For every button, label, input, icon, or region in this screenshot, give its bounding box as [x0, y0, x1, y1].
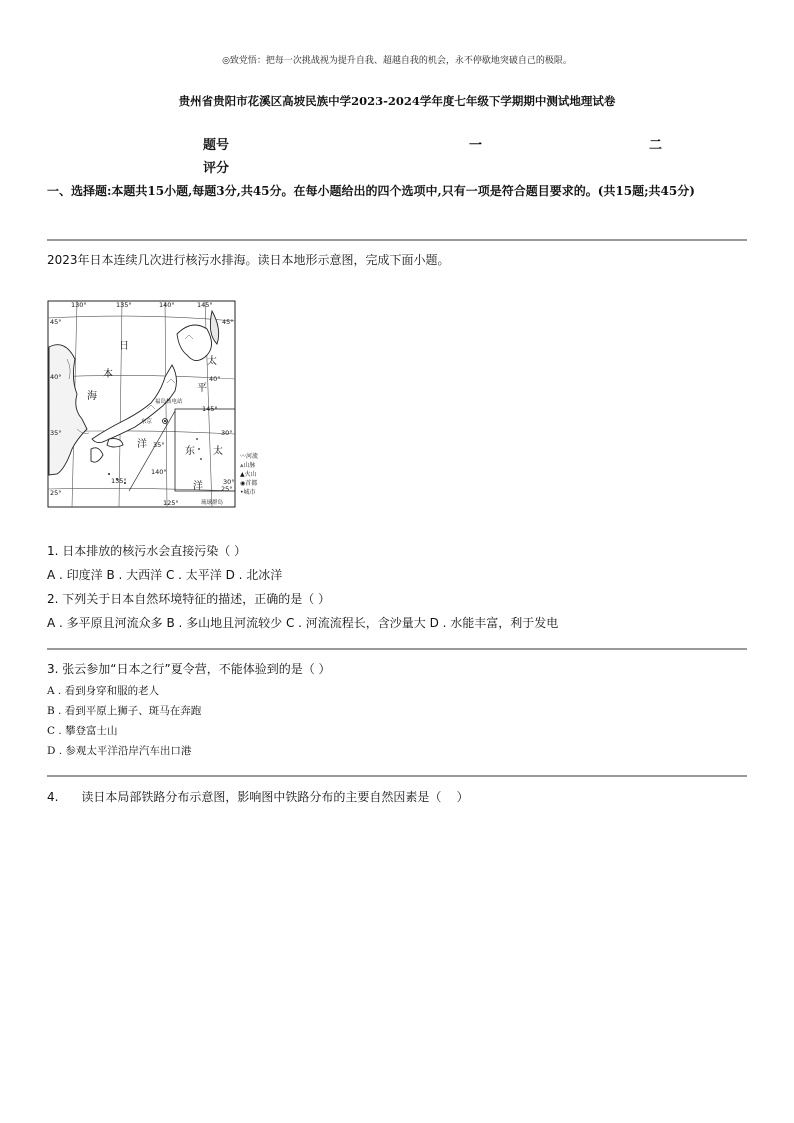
- map-lon-label: 140°: [159, 301, 175, 309]
- map-legend: [240, 452, 258, 497]
- question-3-stem: 3. 张云参加“日本之行”夏令营，不能体验到的是（ ）: [47, 662, 331, 676]
- map-lat-label: 30°: [221, 429, 233, 437]
- map-sea-label: 本: [103, 369, 113, 380]
- map-lat-label: 35°: [50, 429, 62, 437]
- exam-title: 贵州省贵阳市花溪区高坡民族中学2023-2024学年度七年级下学期期中测试地理试卷: [178, 94, 616, 108]
- question-1-stem: 1. 日本排放的核污水会直接污染（ ）: [47, 544, 247, 558]
- map-lat-label: 35°: [153, 441, 165, 449]
- map-place-label: 东京: [141, 419, 153, 425]
- score-table-row2-label: 评分: [203, 161, 230, 176]
- map-sea-label: 洋: [193, 481, 203, 492]
- map-lat-label: 40°: [209, 375, 221, 383]
- legend-item: 城市: [243, 489, 256, 496]
- capital-icon: ◉: [240, 480, 246, 487]
- city-icon: •: [240, 489, 244, 496]
- japan-terrain-map: [47, 299, 237, 508]
- question-4-stem: 4. 读日本局部铁路分布示意图，影响图中铁路分布的主要自然因素是（ ）: [47, 790, 469, 804]
- score-table-row1-label: 题号: [203, 138, 230, 153]
- divider: [47, 239, 747, 241]
- legend-item: 首都: [245, 480, 258, 487]
- map-lon-label: 145°: [202, 405, 218, 413]
- score-table-col1: 一: [469, 138, 483, 153]
- map-lat-label: 40°: [50, 373, 62, 381]
- question-2-stem: 2. 下列关于日本自然环境特征的描述，正确的是（ ）: [47, 592, 331, 606]
- map-place-label: 琉球群岛: [201, 500, 224, 506]
- map-lat-label: 45°: [50, 318, 62, 326]
- map-sea-label: 洋: [137, 439, 147, 450]
- volcano-icon: ▲: [240, 471, 245, 478]
- map-sea-label: 东: [185, 446, 195, 457]
- map-lat-label: 45°: [222, 318, 234, 326]
- map-sea-label: 平: [197, 383, 207, 394]
- section-header: 一、选择题:本题共15小题,每题3分,共45分。在每小题给出的四个选项中,只有一项是符合题目要求的。(共15题;共45分): [47, 184, 695, 198]
- map-sea-label: 海: [87, 391, 97, 402]
- map-lat-label: 30°: [223, 478, 235, 486]
- question-3-option-c: C . 攀登富士山: [47, 725, 118, 737]
- score-table-col2: 二: [649, 138, 663, 153]
- map-lon-label: 145°: [197, 301, 213, 309]
- map-lon-label: 130°: [71, 301, 87, 309]
- question-3-option-b: B . 看到平原上狮子、斑马在奔跑: [47, 705, 202, 717]
- question-1-options: A . 印度洋 B . 大西洋 C . 太平洋 D . 北冰洋: [47, 568, 283, 582]
- map-sea-label: 太: [213, 446, 223, 457]
- map-sea-label: 太: [207, 356, 217, 367]
- question-3-option-d: D . 参观太平洋沿岸汽车出口港: [47, 745, 192, 757]
- motto-line: ◎致党悟：把每一次挑战视为提升自我、超越自我的机会，永不停歇地突破自己的极限。: [222, 56, 572, 66]
- map-place-label: 福岛核电站: [155, 399, 183, 405]
- question-3-option-a: A . 看到身穿和服的老人: [47, 685, 160, 697]
- legend-item: 火山: [244, 471, 257, 478]
- divider: [47, 775, 747, 777]
- map-lat-label: 25°: [221, 485, 233, 493]
- legend-item: 河流: [246, 453, 259, 460]
- divider: [47, 648, 747, 650]
- map-sea-label: 日: [119, 341, 129, 352]
- question-intro: 2023年日本连续几次进行核污水排海。读日本地形示意图，完成下面小题。: [47, 253, 450, 267]
- question-2-options: A . 多平原且河流众多 B . 多山地且河流较少 C . 河流流程长，含沙量大 D . 水能丰富，利于发电: [47, 616, 559, 630]
- map-lon-label: 135°: [111, 477, 127, 485]
- map-lon-label: 135°: [116, 301, 132, 309]
- map-lat-label: 25°: [50, 489, 62, 497]
- map-lon-label: 140°: [151, 468, 167, 476]
- map-lon-label: 125°: [163, 499, 179, 507]
- river-icon: 〰: [240, 453, 247, 460]
- legend-item: 山脉: [243, 462, 256, 469]
- mountain-icon: ⩓: [240, 462, 244, 469]
